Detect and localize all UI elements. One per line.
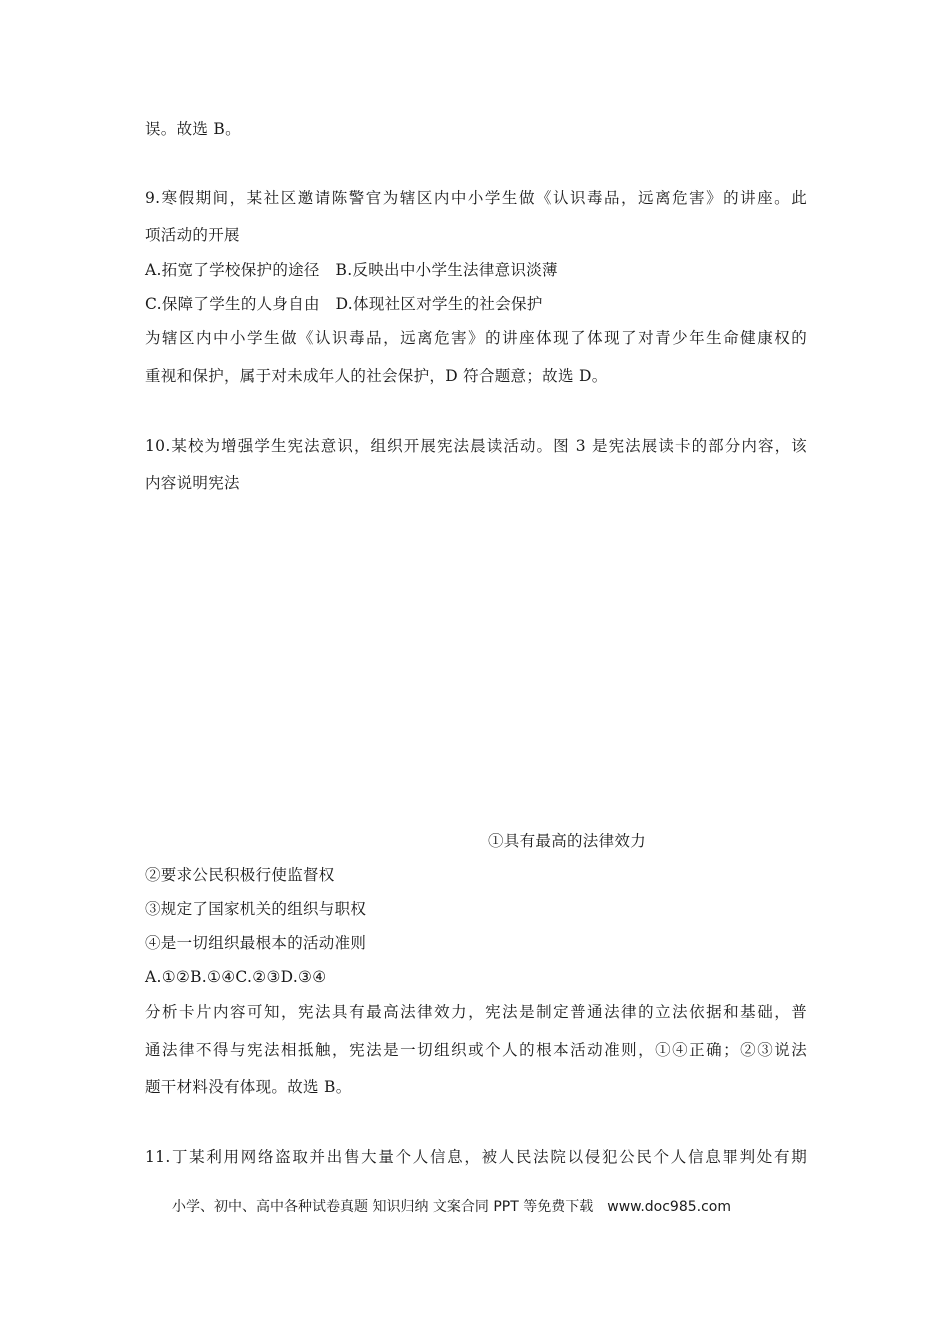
question-10-stem-cont: 内容说明宪法 <box>145 474 240 492</box>
footer-text: 小学、初中、高中各种试卷真题 知识归纳 文案合同 PPT 等免费下载 <box>172 1199 594 1215</box>
question-10-answer-cont: 通法律不得与宪法相抵触，宪法是一切组织或个人的根本活动准则，①④正确；②③说法 <box>145 1041 807 1059</box>
question-9-answer-cont: 重视和保护，属于对未成年人的社会保护，D 符合题意；故选 D。 <box>145 367 608 385</box>
question-9-options-ab: A.拓宽了学校保护的途径 B.反映出中小学生法律意识淡薄 <box>145 261 558 279</box>
question-11-stem: 11.丁某利用网络盗取并出售大量个人信息，被人民法院以侵犯公民个人信息罪判处有期 <box>145 1148 807 1166</box>
text-line: 误。故选 B。 <box>145 120 241 138</box>
question-10-item-2: ②要求公民积极行使监督权 <box>145 866 335 884</box>
question-9-stem: 9.寒假期间，某社区邀请陈警官为辖区内中小学生做《认识毒品，远离危害》的讲座。此 <box>145 189 807 207</box>
question-9-answer: 为辖区内中小学生做《认识毒品，远离危害》的讲座体现了体现了对青少年生命健康权的 <box>145 329 807 347</box>
question-10-stem: 10.某校为增强学生宪法意识，组织开展宪法晨读活动。图 3 是宪法展读卡的部分内容，该 <box>145 437 807 455</box>
question-10-item-3: ③规定了国家机关的组织与职权 <box>145 900 367 918</box>
question-10-item-1: ①具有最高的法律效力 <box>488 832 647 850</box>
footer-site-link[interactable]: www.doc985.com <box>607 1199 731 1215</box>
question-9-stem-cont: 项活动的开展 <box>145 226 240 244</box>
question-10-answer: 分析卡片内容可知，宪法具有最高法律效力，宪法是制定普通法律的立法依据和基础，普 <box>145 1003 807 1021</box>
question-10-answer-end: 题干材料没有体现。故选 B。 <box>145 1078 352 1096</box>
question-10-options: A.①②B.①④C.②③D.③④ <box>145 968 327 986</box>
question-10-item-4: ④是一切组织最根本的活动准则 <box>145 934 367 952</box>
page-footer <box>172 1197 731 1217</box>
question-9-options-cd: C.保障了学生的人身自由 D.体现社区对学生的社会保护 <box>145 295 543 313</box>
